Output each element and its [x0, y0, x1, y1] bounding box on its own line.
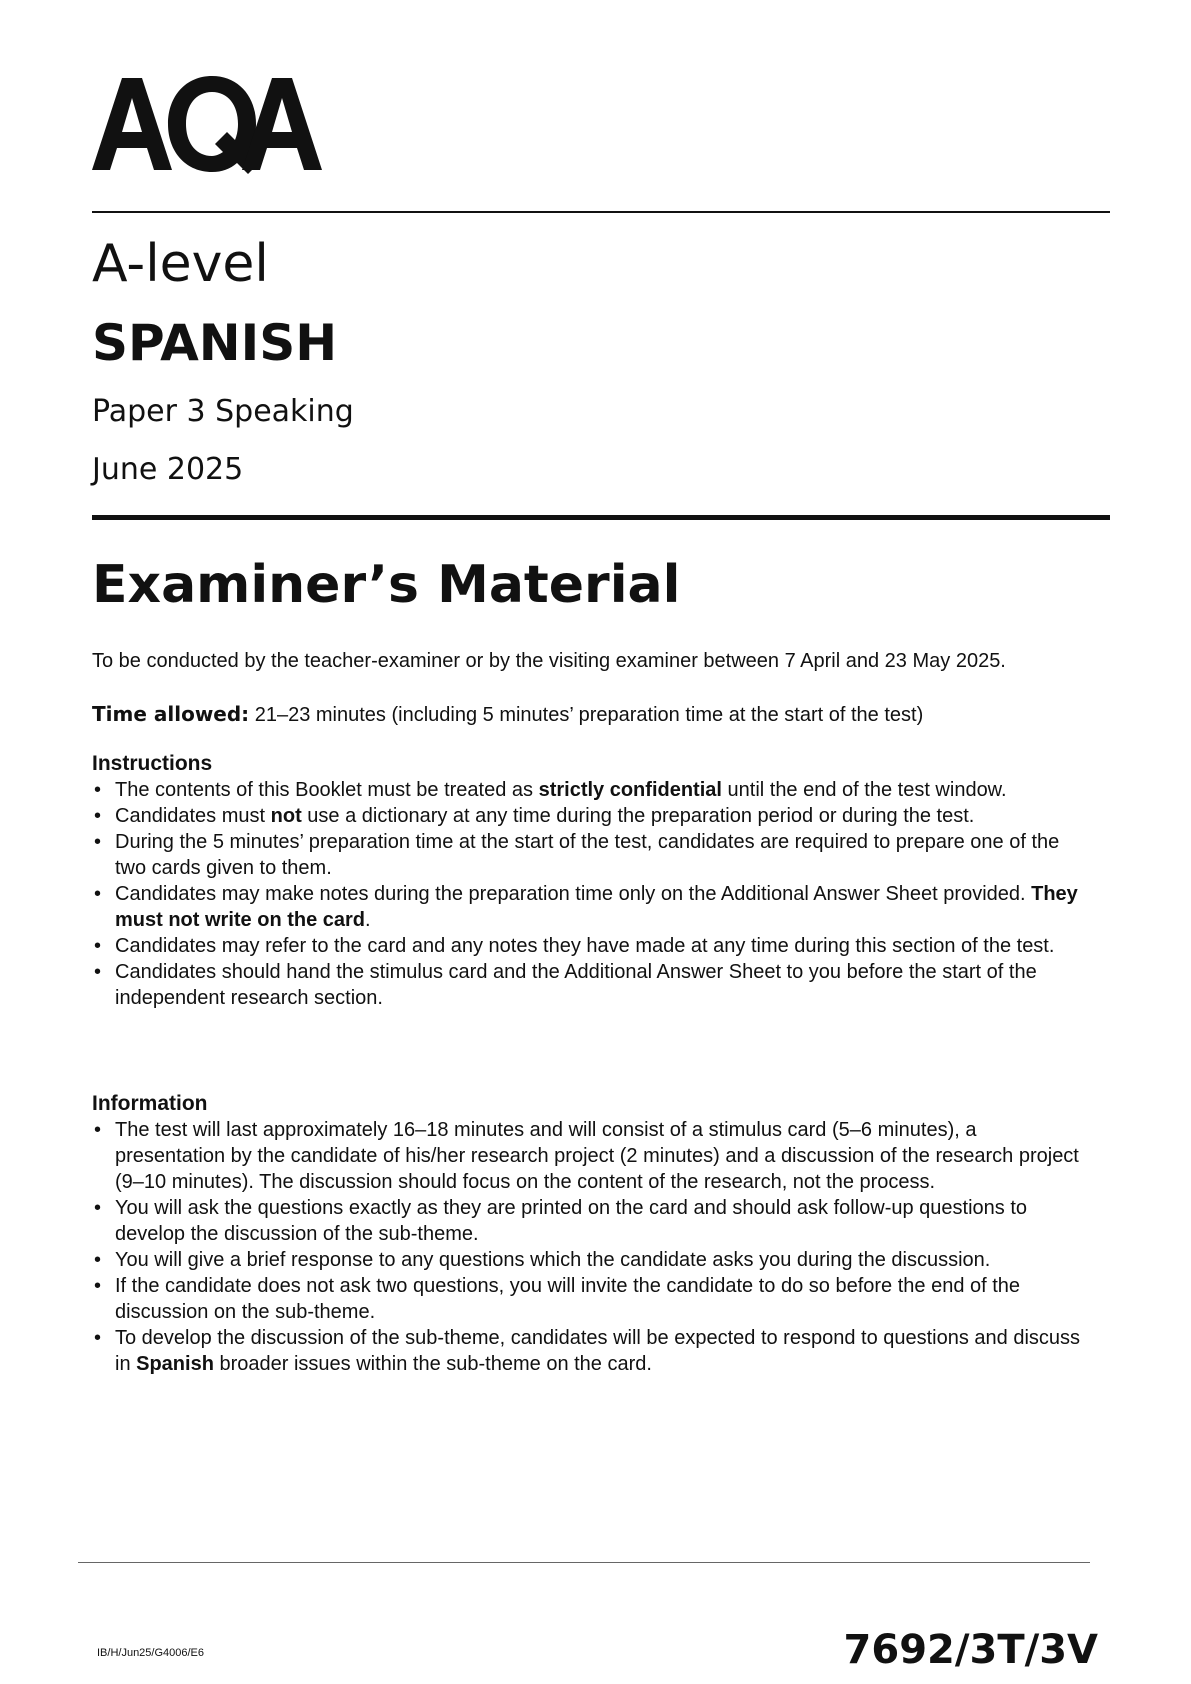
- list-item-text: Candidates should hand the stimulus card and the Additional Answer Sheet to you before the start of the independent research section.: [115, 961, 1037, 1009]
- list-item-text: Candidates may make notes during the preparation time only on the Additional Answer Sheet provided.: [115, 883, 1032, 905]
- list-item-emphasis: They must not write on the card: [115, 883, 1078, 931]
- time-allowed-value: 21–23 minutes (including 5 minutes’ preparation time at the start of the test): [249, 704, 924, 726]
- time-allowed-label: Time allowed:: [92, 702, 250, 726]
- list-item: [92, 1195, 1092, 1247]
- information-list: [92, 1117, 1092, 1377]
- list-item-text: Candidates must: [115, 805, 271, 827]
- list-item-emphasis: not: [270, 805, 302, 827]
- list-item-text: .: [365, 909, 371, 931]
- list-item-text: If the candidate does not ask two questions, you will invite the candidate to do so before the end of the discussion on the sub-theme.: [115, 1275, 1021, 1323]
- list-item: [92, 829, 1092, 881]
- bullet-icon: •: [94, 831, 102, 853]
- list-item: [92, 881, 1092, 933]
- time-allowed: [92, 701, 1112, 728]
- list-item: [92, 1273, 1092, 1325]
- paper-code: 7692/3T/3V: [843, 1627, 1098, 1673]
- conduct-statement: To be conducted by the teacher-examiner or by the visiting examiner between 7 April and 23 May 2025.: [92, 650, 1006, 672]
- subject-title: SPANISH: [92, 314, 338, 372]
- list-item: [92, 803, 1092, 829]
- bullet-icon: •: [94, 1197, 102, 1219]
- aqa-logo: [92, 70, 322, 176]
- list-item: [92, 933, 1092, 959]
- list-item-emphasis: strictly confidential: [538, 779, 722, 801]
- list-item: [92, 959, 1092, 1011]
- list-item-text: broader issues within the sub-theme on the card.: [213, 1353, 652, 1375]
- bullet-icon: •: [94, 883, 102, 905]
- bullet-icon: •: [94, 1249, 102, 1271]
- list-item-text: until the end of the test window.: [721, 779, 1007, 801]
- list-item-text: Candidates may refer to the card and any notes they have made at any time during this section of the test.: [115, 935, 1055, 957]
- instructions-heading: Instructions: [92, 752, 213, 775]
- list-item-text: use a dictionary at any time during the preparation period or during the test.: [301, 805, 975, 827]
- qualification-level: A-level: [92, 234, 269, 294]
- header-top-rule: [92, 211, 1110, 213]
- instructions-list: [92, 777, 1092, 1011]
- header-bottom-rule: [92, 515, 1110, 520]
- list-item: [92, 1325, 1092, 1377]
- list-item: [92, 1117, 1092, 1195]
- document-reference: IB/H/Jun25/G4006/E6: [97, 1647, 205, 1659]
- bullet-icon: •: [94, 1327, 102, 1349]
- list-item-text: You will ask the questions exactly as they are printed on the card and should ask follow-up questions to develop the discussion of the sub-theme.: [115, 1197, 1028, 1245]
- paper-name: Paper 3 Speaking: [92, 394, 354, 429]
- bullet-icon: •: [94, 805, 102, 827]
- bullet-icon: •: [94, 961, 102, 983]
- footer-rule: [78, 1562, 1090, 1563]
- list-item: [92, 777, 1092, 803]
- list-item-text: During the 5 minutes’ preparation time at the start of the test, candidates are required to prepare one of the two cards given to them.: [115, 831, 1060, 879]
- bullet-icon: •: [94, 1275, 102, 1297]
- list-item-text: To develop the discussion of the sub-theme, candidates will be expected to respond to questions and discuss in: [115, 1327, 1081, 1375]
- list-item-emphasis: Spanish: [136, 1353, 214, 1375]
- bullet-icon: •: [94, 1119, 102, 1141]
- bullet-icon: •: [94, 935, 102, 957]
- list-item-text: The contents of this Booklet must be treated as: [115, 779, 539, 801]
- exam-date: June 2025: [92, 452, 244, 487]
- information-heading: Information: [92, 1092, 208, 1115]
- list-item-text: The test will last approximately 16–18 minutes and will consist of a stimulus card (5–6 minutes), a presentation by the candidate of his/her research project (2 minutes) and a discussion of the research project (9–10 minutes). The discussion should focus on the content of the research, not the process.: [115, 1119, 1079, 1193]
- list-item-text: You will give a brief response to any questions which the candidate asks you during the discussion.: [115, 1249, 991, 1271]
- list-item: [92, 1247, 1092, 1273]
- bullet-icon: •: [94, 779, 102, 801]
- document-title: Examiner’s Material: [92, 555, 681, 615]
